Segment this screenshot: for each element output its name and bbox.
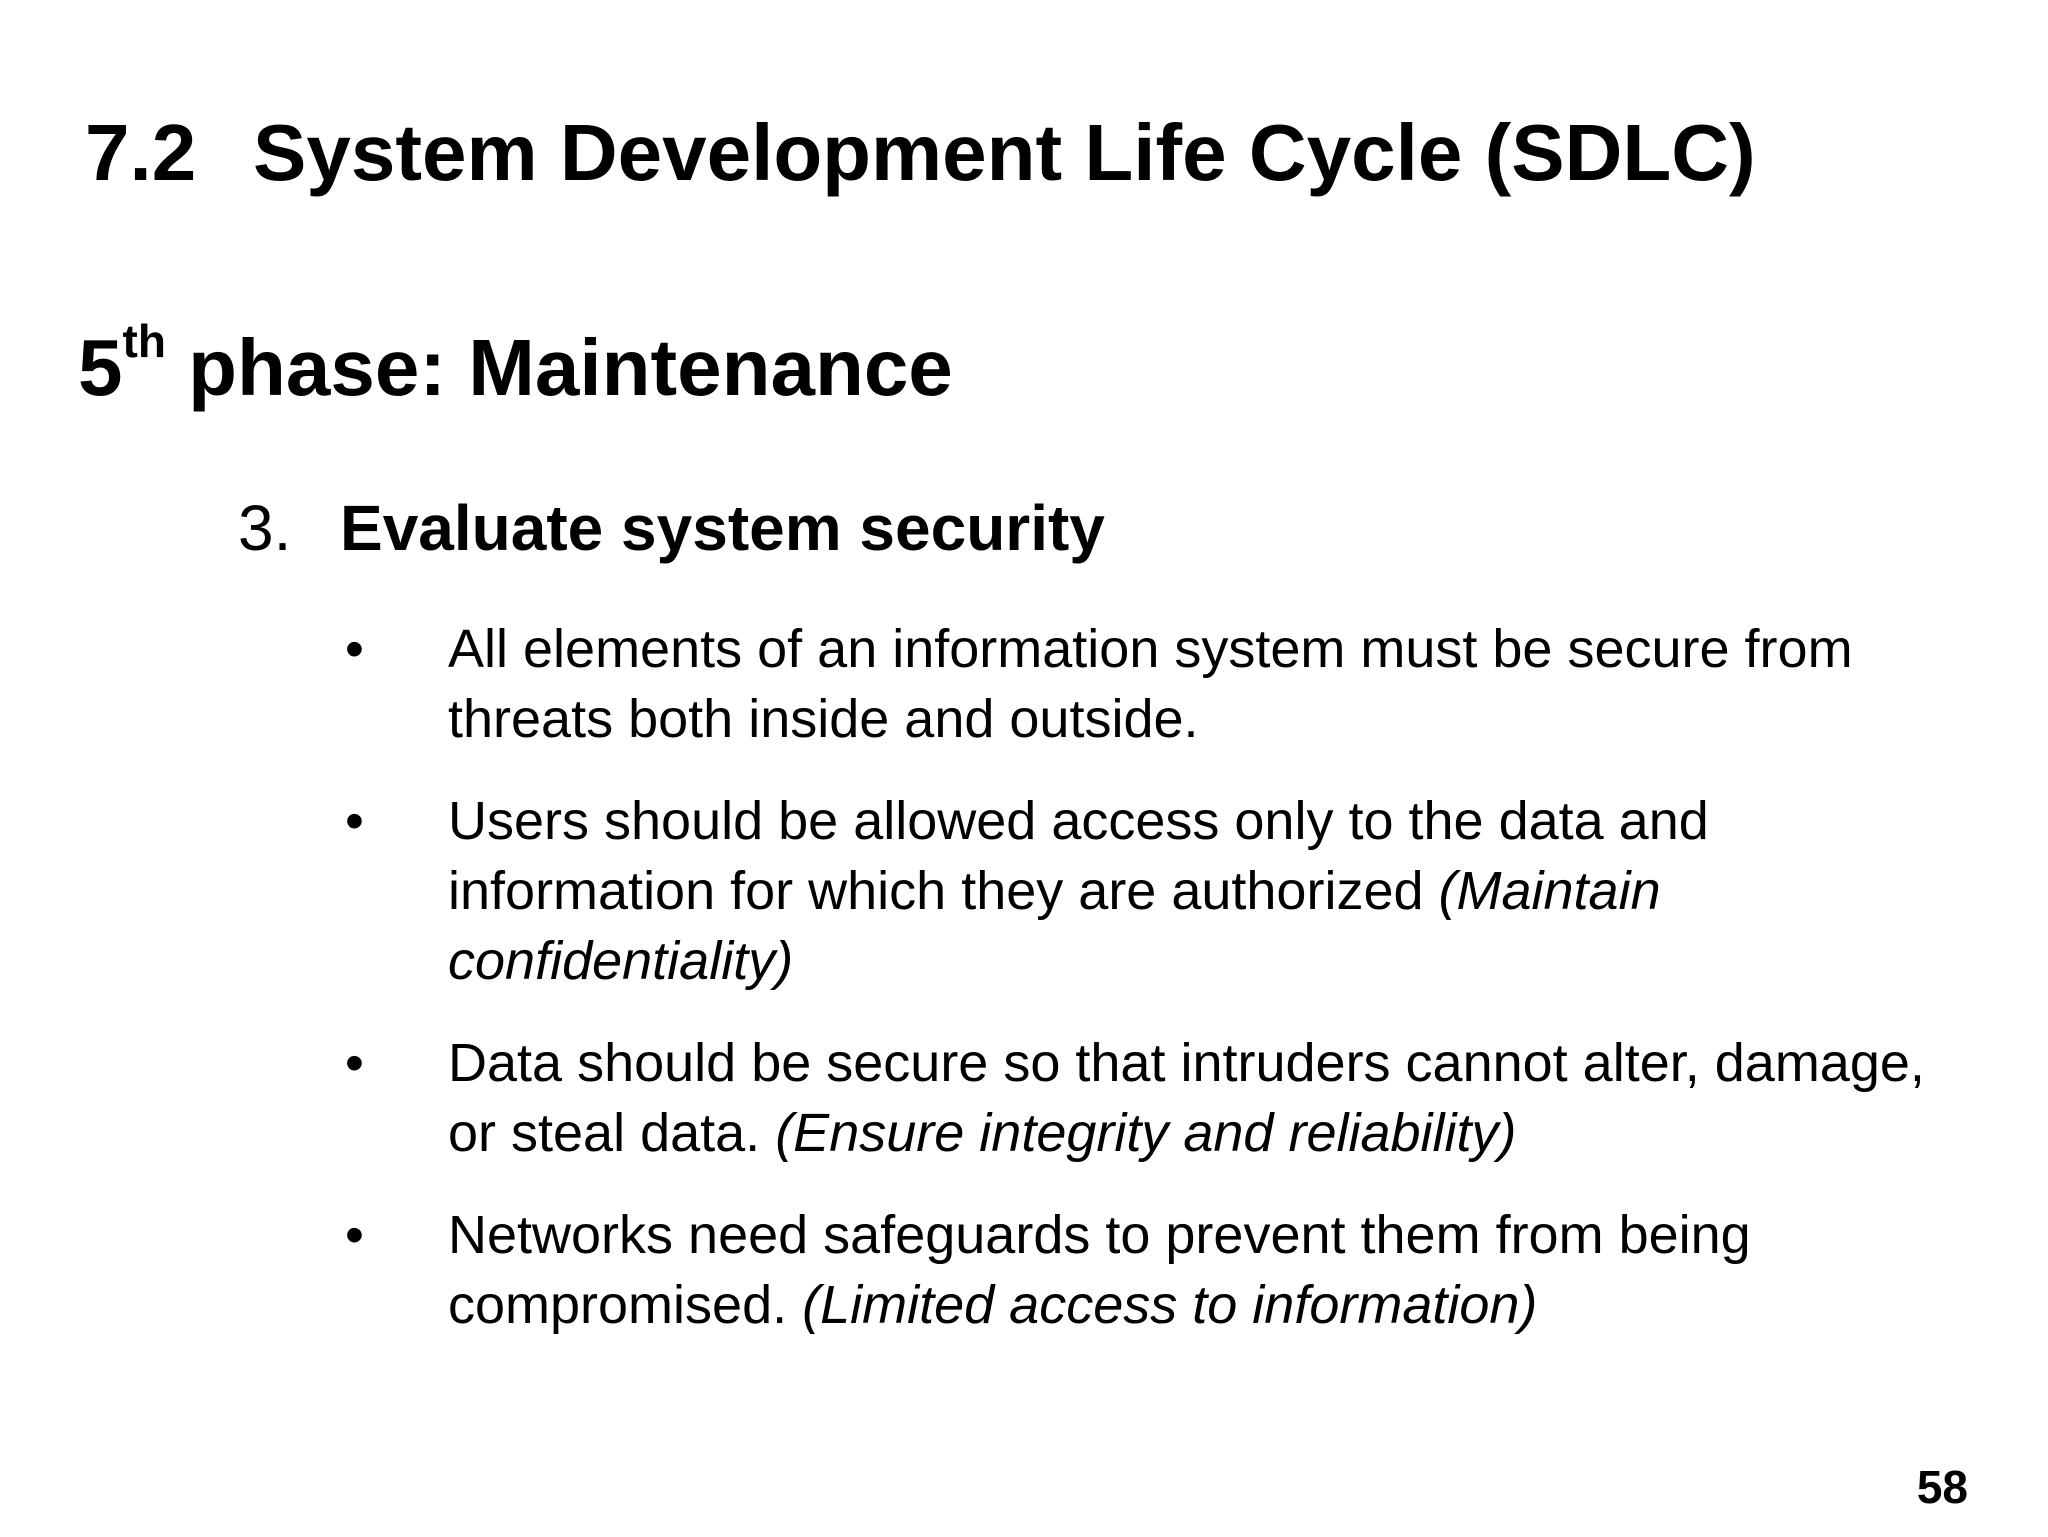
bullet-dot: •: [345, 1205, 364, 1265]
bullet-item: [345, 1200, 1965, 1340]
bullet-dot: •: [345, 791, 364, 851]
bullet-list: [345, 614, 1965, 1372]
phase-heading-text: phase: Maintenance: [165, 323, 953, 412]
bullet-note: (Limited access to information): [802, 1275, 1538, 1335]
bullet-dot: •: [345, 619, 364, 679]
bullet-text: Networks need safeguards to prevent them from being compromised.: [448, 1205, 1751, 1335]
bullet-item: [345, 786, 1965, 996]
phase-heading: [78, 315, 953, 416]
bullet-text: All elements of an information system must be secure from threats both inside and outside.: [448, 619, 1853, 749]
bullet-text: Data should be secure so that intruders cannot alter, damage, or steal data.: [448, 1033, 1925, 1163]
bullet-dot: •: [345, 1033, 364, 1093]
slide-title: [85, 105, 1756, 201]
step-heading: [238, 490, 1105, 567]
bullet-text: Users should be allowed access only to the data and information for which they are authorized: [448, 791, 1709, 921]
phase-number: 5: [78, 323, 123, 412]
bullet-item: [345, 614, 1965, 754]
section-title-text: System Development Life Cycle (SDLC): [253, 108, 1756, 197]
step-label: Evaluate system security: [340, 492, 1105, 564]
bullet-item: [345, 1028, 1965, 1168]
bullet-note: (Maintain confidentiality): [448, 861, 1661, 991]
section-number: 7.2: [85, 108, 197, 197]
bullet-note: (Ensure integrity and reliability): [775, 1103, 1517, 1163]
step-number: 3.: [238, 492, 292, 564]
phase-ordinal-suffix: th: [122, 315, 166, 367]
page-number: 58: [1916, 1461, 1968, 1513]
